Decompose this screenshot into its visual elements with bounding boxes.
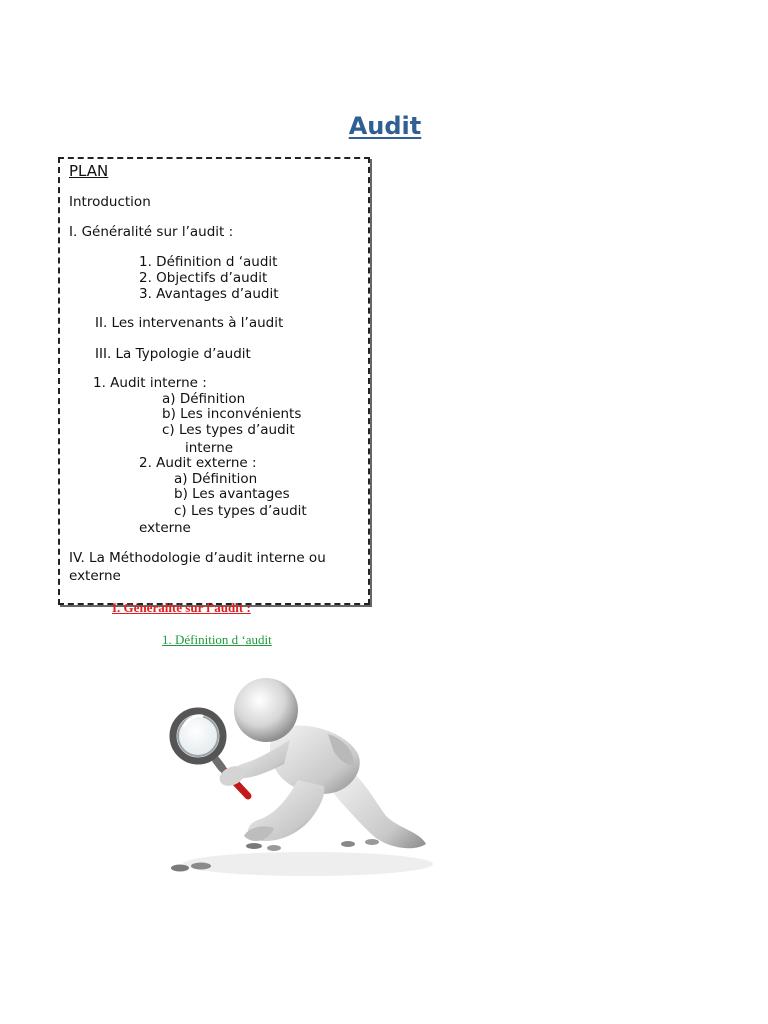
plan-item-3-1-c: c) Les types d’audit xyxy=(162,422,295,438)
plan-item-3-2-c: c) Les types d’audit xyxy=(174,503,307,519)
plan-item-section-1: I. Généralité sur l’audit : xyxy=(69,224,234,240)
plan-item-3-1-b: b) Les inconvénients xyxy=(162,406,302,422)
plan-item-3-2-c-cont: externe xyxy=(139,520,191,536)
plan-item-section-2: II. Les intervenants à l’audit xyxy=(95,315,284,331)
plan-item-3-2-a: a) Définition xyxy=(174,471,258,487)
plan-item-3-1: 1. Audit interne : xyxy=(93,375,207,391)
document-title: Audit xyxy=(348,112,422,140)
plan-item-3-2: 2. Audit externe : xyxy=(139,455,257,471)
section-subheading: 1. Définition d ‘audit xyxy=(162,632,272,647)
plan-item-section-4-cont: externe xyxy=(69,568,121,584)
plan-item-section-4: IV. La Méthodologie d’audit interne ou xyxy=(69,550,326,566)
plan-heading: PLAN xyxy=(69,162,109,180)
section-heading: I. Généralité sur l’audit : xyxy=(112,600,251,615)
plan-item-1-3: 3. Avantages d’audit xyxy=(139,286,279,302)
plan-item-3-2-b: b) Les avantages xyxy=(174,486,290,502)
plan-item-section-3: III. La Typologie d’audit xyxy=(95,346,251,362)
plan-item-introduction: Introduction xyxy=(69,194,151,210)
person-with-magnifying-glass-icon xyxy=(158,668,434,880)
plan-item-3-1-a: a) Définition xyxy=(162,391,246,407)
plan-item-3-1-c-cont: interne xyxy=(185,440,234,456)
plan-item-1-2: 2. Objectifs d’audit xyxy=(139,270,268,286)
plan-item-1-1: 1. Définition d ‘audit xyxy=(139,254,278,270)
